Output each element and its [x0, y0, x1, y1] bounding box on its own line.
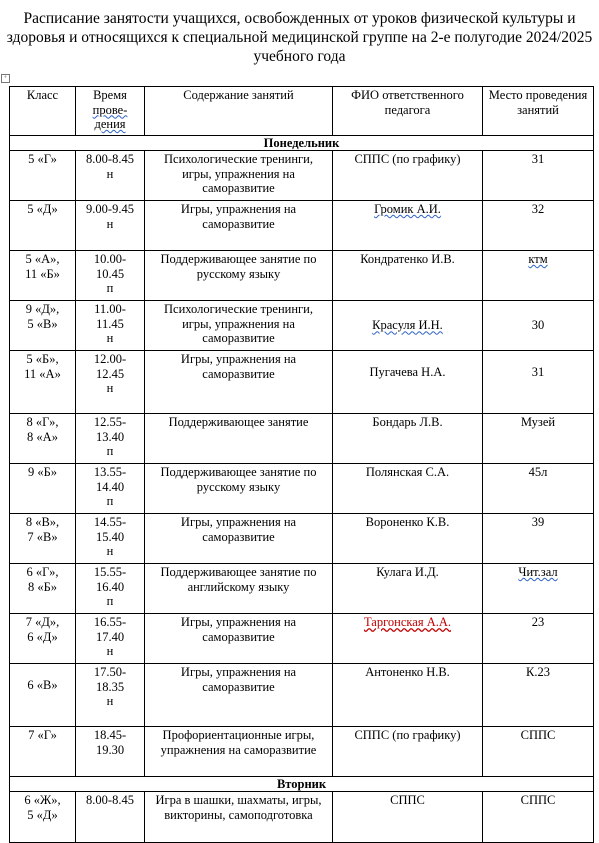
time-line: 16.55-	[93, 615, 127, 629]
teacher-name: Громик А.И.	[374, 202, 441, 216]
cell-place	[483, 514, 594, 564]
time-line: 16.40	[95, 579, 125, 594]
table-row	[10, 301, 594, 351]
cell-place	[483, 792, 594, 843]
cell-teacher	[333, 251, 483, 301]
time-line: п	[106, 281, 114, 295]
time-line: 18.35	[95, 679, 125, 694]
time-line: н	[106, 331, 114, 345]
klass-line: 9 «Б»	[27, 465, 58, 479]
place-name: 32	[531, 202, 545, 216]
table-row	[10, 251, 594, 301]
klass-line: 6 «Ж»,	[24, 793, 61, 807]
day-name: Понедельник	[10, 136, 594, 151]
time-line: н	[106, 166, 114, 181]
cell-place	[483, 151, 594, 201]
teacher-name: СППС (по графику)	[354, 152, 461, 166]
time-line: 8.00-8.45	[86, 152, 134, 166]
cell-place	[483, 664, 594, 727]
place-name: Чит.зал	[518, 565, 558, 579]
cell-teacher	[333, 727, 483, 777]
place-name: СППС	[520, 793, 556, 807]
klass-line: 11 «Б»	[25, 266, 60, 281]
time-line: п	[106, 494, 114, 508]
klass-line: 5 «Б»,	[26, 352, 59, 366]
time-line: н	[106, 544, 114, 558]
place-name: СППС	[520, 728, 556, 742]
klass-line: 7 «В»	[27, 529, 58, 544]
time-line: 12.55-	[93, 415, 127, 429]
table-move-handle-icon[interactable]: +	[1, 74, 10, 83]
klass-line: 5 «Д»	[27, 807, 58, 822]
cell-klass	[10, 301, 76, 351]
klass-line: 5 «А»,	[25, 252, 60, 266]
time-line: 10.00-	[93, 252, 127, 266]
klass-line: 8 «Б»	[27, 579, 58, 594]
cell-content: Психологические тренинги, игры, упражнения на саморазвитие	[145, 151, 333, 201]
cell-content: Поддерживающее занятие по английскому языку	[145, 564, 333, 614]
place-name: 39	[531, 515, 545, 529]
cell-time	[76, 564, 145, 614]
cell-time	[76, 792, 145, 843]
cell-teacher	[333, 301, 483, 351]
time-line: 12.00-	[93, 352, 127, 366]
page-title: Расписание занятости учащихся, освобожденных от уроков физической культуры и здоровья и относящихся к специальной медицинской группе на 2-е полугодие 2024/2025 учебного года	[6, 10, 593, 65]
teacher-name: Таргонская А.А.	[363, 615, 452, 629]
klass-line: 8 «Г»,	[26, 415, 59, 429]
cell-klass	[10, 727, 76, 777]
teacher-name: Кулага И.Д.	[376, 565, 439, 579]
cell-teacher	[333, 514, 483, 564]
cell-time	[76, 201, 145, 251]
cell-teacher	[333, 414, 483, 464]
cell-time	[76, 464, 145, 514]
table-row	[10, 614, 594, 664]
klass-line: 11 «А»	[24, 366, 61, 381]
time-line: 18.45-	[93, 728, 127, 742]
cell-klass	[10, 151, 76, 201]
cell-teacher	[333, 201, 483, 251]
header-time-line2: прове-	[92, 102, 128, 117]
place-name: 31	[531, 152, 545, 166]
table-header-row	[10, 87, 594, 136]
time-line: 15.40	[95, 529, 125, 544]
cell-klass	[10, 464, 76, 514]
cell-time	[76, 301, 145, 351]
cell-time	[76, 614, 145, 664]
cell-teacher	[333, 464, 483, 514]
cell-content: Поддерживающее занятие	[145, 414, 333, 464]
cell-content: Игра в шашки, шахматы, игры, викторины, самоподготовка	[145, 792, 333, 843]
table-row	[10, 201, 594, 251]
cell-klass	[10, 664, 76, 727]
teacher-name: Бондарь Л.В.	[372, 415, 443, 429]
table-row	[10, 514, 594, 564]
cell-place	[483, 201, 594, 251]
header-klass: Класс	[10, 87, 76, 136]
cell-place	[483, 464, 594, 514]
table-row	[10, 351, 594, 414]
cell-teacher	[333, 564, 483, 614]
cell-place	[483, 727, 594, 777]
time-line: н	[106, 381, 114, 395]
cell-klass	[10, 414, 76, 464]
table-row	[10, 664, 594, 727]
time-line: 15.55-	[93, 565, 127, 579]
cell-content: Поддерживающее занятие по русскому языку	[145, 251, 333, 301]
cell-teacher	[333, 664, 483, 727]
cell-place	[483, 564, 594, 614]
cell-time	[76, 664, 145, 727]
cell-time	[76, 414, 145, 464]
cell-content: Игры, упражнения на саморазвитие	[145, 614, 333, 664]
time-line: 13.40	[95, 429, 125, 444]
cell-place	[483, 614, 594, 664]
time-line: 11.00-	[94, 302, 126, 316]
day-name: Вторник	[10, 777, 594, 792]
header-time-line3: дения	[94, 117, 126, 131]
klass-line: 5 «Д»	[27, 202, 58, 216]
cell-klass	[10, 514, 76, 564]
cell-teacher	[333, 351, 483, 414]
cell-content: Игры, упражнения на саморазвитие	[145, 664, 333, 727]
place-name: 23	[531, 615, 545, 629]
cell-teacher	[333, 151, 483, 201]
cell-content: Профориентационные игры, упражнения на саморазвитие	[145, 727, 333, 777]
cell-klass	[10, 351, 76, 414]
place-name: 31	[531, 365, 545, 379]
cell-content: Поддерживающее занятие по русскому языку	[145, 464, 333, 514]
time-line: 17.50-	[93, 665, 127, 679]
schedule-table	[9, 86, 594, 843]
cell-teacher	[333, 792, 483, 843]
klass-line: 7 «Д»,	[25, 615, 60, 629]
day-header-row	[10, 136, 594, 151]
time-line: 12.45	[95, 366, 125, 381]
cell-content: Игры, упражнения на саморазвитие	[145, 351, 333, 414]
klass-line: 6 «Г»,	[26, 565, 59, 579]
cell-time	[76, 514, 145, 564]
teacher-name: Полянская С.А.	[365, 465, 450, 479]
klass-line: 6 «Д»	[27, 629, 58, 644]
cell-time	[76, 251, 145, 301]
cell-time	[76, 351, 145, 414]
cell-content: Психологические тренинги, игры, упражнения на саморазвитие	[145, 301, 333, 351]
cell-place	[483, 351, 594, 414]
header-time-line1: Время	[93, 88, 127, 102]
klass-line: 8 «В»,	[25, 515, 60, 529]
klass-line: 6 «В»	[27, 678, 58, 692]
teacher-name: Пугачева Н.А.	[369, 365, 446, 379]
header-teacher: ФИО ответственного педагога	[333, 87, 483, 136]
time-line: н	[106, 216, 114, 231]
klass-line: 8 «А»	[27, 429, 58, 444]
header-content: Содержание занятий	[145, 87, 333, 136]
cell-place	[483, 301, 594, 351]
teacher-name: Вороненко К.В.	[365, 515, 450, 529]
klass-line: 5 «Г»	[28, 152, 57, 166]
cell-klass	[10, 201, 76, 251]
teacher-name: СППС	[390, 793, 425, 807]
time-line: п	[106, 594, 114, 608]
time-line: 14.40	[95, 479, 125, 494]
header-place: Место проведения занятий	[483, 87, 594, 136]
cell-klass	[10, 251, 76, 301]
cell-place	[483, 251, 594, 301]
place-name: 45л	[528, 465, 548, 479]
cell-klass	[10, 792, 76, 843]
time-line: 14.55-	[93, 515, 127, 529]
table-row	[10, 792, 594, 843]
day-header-row	[10, 777, 594, 792]
table-row	[10, 727, 594, 777]
time-line: 17.40	[95, 629, 125, 644]
time-line: 9.00-9.45	[86, 202, 134, 216]
place-name: ктм	[528, 252, 548, 266]
cell-place	[483, 414, 594, 464]
cell-klass	[10, 564, 76, 614]
cell-content: Игры, упражнения на саморазвитие	[145, 201, 333, 251]
header-time	[76, 87, 145, 136]
time-line: н	[106, 694, 114, 708]
time-line: н	[106, 644, 114, 658]
time-line: 8.00-8.45	[86, 793, 134, 807]
klass-line: 9 «Д»,	[25, 302, 60, 316]
time-line: 11.45	[96, 316, 124, 331]
table-row	[10, 414, 594, 464]
table-row	[10, 464, 594, 514]
teacher-name: Красуля И.Н.	[372, 318, 443, 333]
time-line: п	[106, 444, 114, 458]
cell-time	[76, 151, 145, 201]
time-line: 10.45	[95, 266, 125, 281]
place-name: Музей	[520, 415, 556, 429]
cell-klass	[10, 614, 76, 664]
cell-content: Игры, упражнения на саморазвитие	[145, 514, 333, 564]
cell-time	[76, 727, 145, 777]
cell-teacher	[333, 614, 483, 664]
teacher-name: Кондратенко И.В.	[360, 252, 455, 266]
table-body	[10, 136, 594, 843]
place-name: 30	[531, 318, 545, 333]
place-name: К.23	[526, 665, 550, 679]
time-line: 19.30	[95, 742, 125, 757]
table-row	[10, 564, 594, 614]
table-row	[10, 151, 594, 201]
teacher-name: СППС (по графику)	[354, 728, 461, 742]
teacher-name: Антоненко Н.В.	[365, 665, 450, 679]
klass-line: 5 «В»	[27, 316, 58, 331]
time-line: 13.55-	[93, 465, 127, 479]
klass-line: 7 «Г»	[28, 728, 57, 742]
